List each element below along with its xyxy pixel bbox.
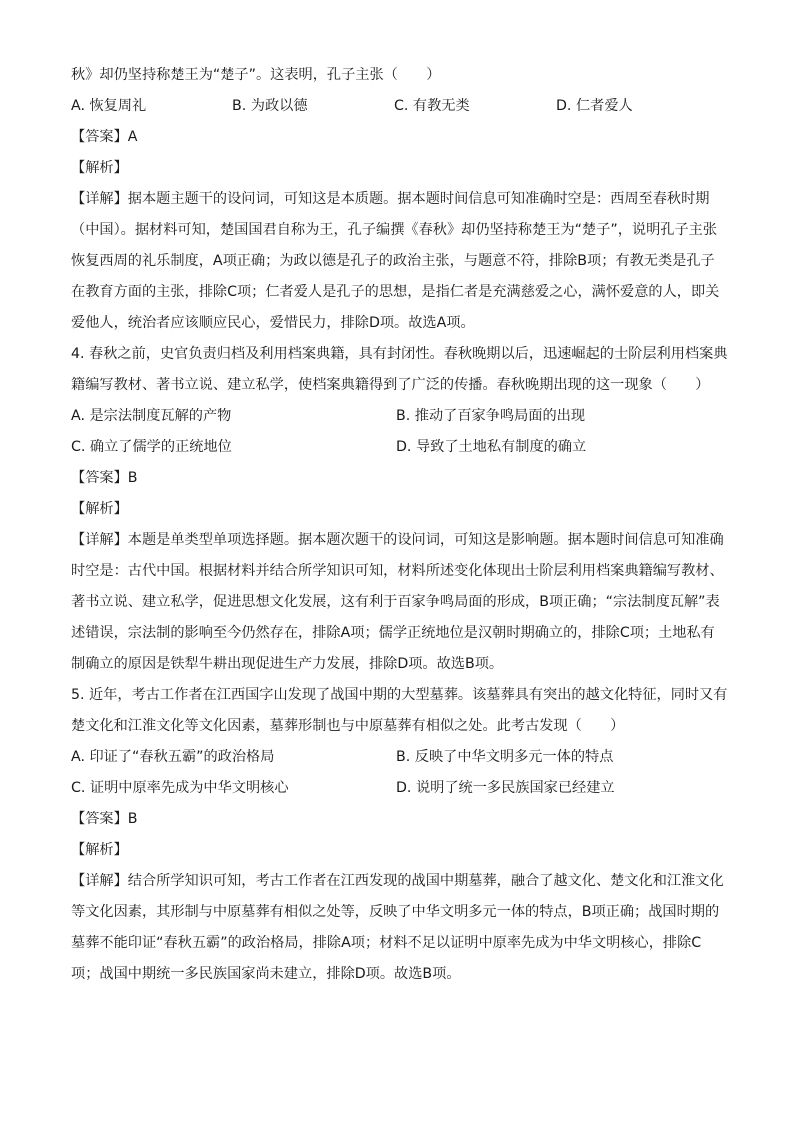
document-page xyxy=(71,64,731,994)
q5-stem-line: 楚文化和江淮文化等文化因素，墓葬形制也与中原墓葬有相似之处。此考古发现（ ） xyxy=(71,718,625,734)
q3-options xyxy=(71,95,731,126)
q3-option-d: D. 仁者爱人 xyxy=(556,98,633,114)
q4-options-row xyxy=(71,405,731,436)
q3-detail-line: 在教育方面的主张，排除C项；仁者爱人是孔子的思想，是指仁者是充满慈爱之心，满怀爱意的人，即关 xyxy=(71,284,720,300)
q3-detail-line: 恢复西周的礼乐制度，A项正确；为政以德是孔子的政治主张，与题意不符，排除B项；有教无类是孔子 xyxy=(71,253,715,269)
q3-detail-line: （中国）。据材料可知，楚国国君自称为王，孔子编撰《春秋》却仍坚持称楚王为“楚子”，说明孔子主张 xyxy=(71,222,718,238)
q4-options-row xyxy=(71,436,731,467)
q5-option-c: C. 证明中原率先成为中华文明核心 xyxy=(71,780,289,796)
q4-stem-line: 4. 春秋之前，史官负责归档及利用档案典籍，具有封闭性。春秋晚期以后，迅速崛起的士阶层利用档案典 xyxy=(71,346,728,362)
q5-options-row xyxy=(71,777,731,808)
q4-detail-line: 述错误，宗法制的影响至今仍然存在，排除A项；儒学正统地位是汉朝时期确立的，排除C项；土地私有 xyxy=(71,625,715,641)
q5-option-b: B. 反映了中华文明多元一体的特点 xyxy=(396,749,614,765)
q4-stem-line: 籍编写教材、著书立说、建立私学，使档案典籍得到了广泛的传播。春秋晚期出现的这一现象（ ） xyxy=(71,377,710,393)
q4-detail-line: 时空是：古代中国。根据材料并结合所学知识可知，材料所述变化体现出士阶层利用档案典籍编写教材、 xyxy=(71,563,724,579)
q3-analysis-label: 【解析】 xyxy=(71,160,128,176)
q5-option-a: A. 印证了“春秋五霸”的政治格局 xyxy=(71,749,275,765)
q4-option-c: C. 确立了儒学的正统地位 xyxy=(71,439,232,455)
q5-detail-line: 项；战国中期统一多民族国家尚未建立，排除D项。故选B项。 xyxy=(71,966,461,982)
q3-option-c: C. 有教无类 xyxy=(394,98,470,114)
q4-analysis-label: 【解析】 xyxy=(71,501,128,517)
q5-detail-line: 等文化因素，其形制与中原墓葬有相似之处等，反映了中华文明多元一体的特点，B项正确；战国时期的 xyxy=(71,904,720,920)
q4-detail-line: 著书立说、建立私学，促进思想文化发展，这有利于百家争鸣局面的形成，B项正确；“宗法制度瓦解”表 xyxy=(71,594,720,610)
q3-detail-line: 【详解】据本题主题干的设问词，可知这是本质题。据本题时间信息可知准确时空是：西周至春秋时期 xyxy=(71,191,710,207)
q5-options-row xyxy=(71,746,731,777)
q4-option-a: A. 是宗法制度瓦解的产物 xyxy=(71,408,232,424)
q5-detail-line: 墓葬不能印证“春秋五霸”的政治格局，排除A项；材料不足以证明中原率先成为中华文明核心，排除C xyxy=(71,935,702,951)
q5-answer: 【答案】B xyxy=(71,811,138,827)
q3-option-b: B. 为政以德 xyxy=(232,98,308,114)
q4-detail-line: 制确立的原因是铁犁牛耕出现促进生产力发展，排除D项。故选B项。 xyxy=(71,656,504,672)
q4-option-d: D. 导致了土地私有制度的确立 xyxy=(396,439,587,455)
q3-detail-line: 爱他人，统治者应该顺应民心，爱惜民力，排除D项。故选A项。 xyxy=(71,315,475,331)
q3-stem-tail: 秋》却仍坚持称楚王为“楚子”。这表明，孔子主张（ ） xyxy=(71,67,441,83)
q3-option-a: A. 恢复周礼 xyxy=(71,98,147,114)
q4-answer: 【答案】B xyxy=(71,470,138,486)
q5-option-d: D. 说明了统一多民族国家已经建立 xyxy=(396,780,615,796)
q5-stem-line: 5. 近年，考古工作者在江西国字山发现了战国中期的大型墓葬。该墓葬具有突出的越文化特征，同时又有 xyxy=(71,687,728,703)
q3-answer: 【答案】A xyxy=(71,129,138,145)
q4-option-b: B. 推动了百家争鸣局面的出现 xyxy=(396,408,586,424)
q4-detail-line: 【详解】本题是单类型单项选择题。据本题次题干的设问词，可知这是影响题。据本题时间信息可知准确 xyxy=(71,532,724,548)
q5-detail-line: 【详解】结合所学知识可知，考古工作者在江西发现的战国中期墓葬，融合了越文化、楚文化和江淮文化 xyxy=(71,873,724,889)
q5-analysis-label: 【解析】 xyxy=(71,842,128,858)
